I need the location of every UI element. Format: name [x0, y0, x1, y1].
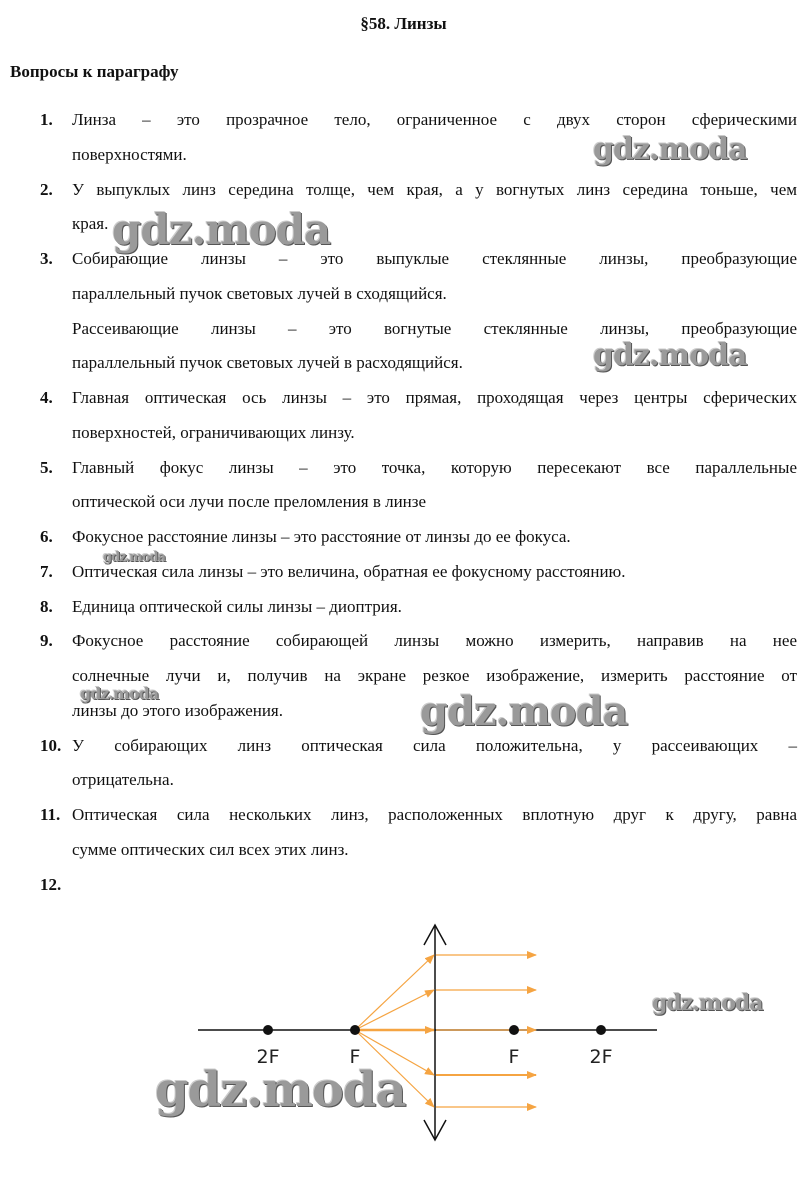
watermark: gdz.moda	[420, 688, 628, 735]
question-text-line: Фокусное расстояние линзы – это расстояние от линзы до ее фокуса.	[72, 527, 571, 546]
label-f-right: F	[508, 1046, 520, 1068]
question-text-line: поверхностей, ограничивающих линзу.	[72, 422, 355, 442]
question-text-line: Собирающие линзы – это выпуклые стеклянные линзы, преобразующие	[72, 249, 797, 268]
section-heading: Вопросы к параграфу	[10, 62, 179, 81]
question-text-line: параллельный пучок световых лучей в сходящийся.	[72, 283, 447, 303]
question-text-line: Оптическая сила линзы – это величина, обратная ее фокусному расстоянию.	[72, 561, 626, 581]
point-f-right	[509, 1025, 519, 1035]
label-f-left: F	[349, 1046, 361, 1068]
question-text-line: Фокусное расстояние собирающей линзы можно измерить, направив на нее	[72, 631, 797, 651]
question-text-line: отрицательна.	[72, 770, 174, 790]
question-number: 1.	[40, 110, 53, 129]
incident-ray	[355, 990, 434, 1030]
question-text-line: поверхностями.	[72, 144, 187, 164]
lens	[424, 925, 446, 1140]
question-number: 10.	[40, 735, 62, 755]
question-text-line: Главный фокус линзы – это точка, которую пересекают все параллельные	[72, 457, 797, 477]
question-number: 12.	[40, 874, 62, 894]
question-number: 9.	[40, 631, 53, 651]
question-text-line: Рассеивающие линзы – это вогнутые стеклянные линзы, преобразующие	[72, 318, 797, 338]
point-2f-left	[263, 1025, 273, 1035]
watermark: gdz.moda	[103, 550, 166, 565]
page-title: §58. Линзы	[360, 14, 447, 33]
label-2f-left: 2F	[256, 1046, 280, 1068]
question-text-line: сумме оптических сил всех этих линз.	[72, 839, 349, 859]
question-text-line: У выпуклых линз середина толще, чем края, а у вогнутых линз середина тоньше, чем	[72, 179, 797, 199]
question-text-line: линзы до этого изображения.	[72, 700, 284, 720]
question-number: 7.	[40, 561, 53, 581]
watermark: gdz.moda	[593, 132, 747, 167]
question-text-line: Линза – это прозрачное тело, ограниченное с двух сторон сферическими	[72, 110, 797, 129]
question-text-line: Оптическая сила нескольких линз, расположенных вплотную друг к другу, равна	[72, 805, 797, 824]
question-text-line: оптической оси лучи после преломления в линзе	[72, 492, 427, 512]
question-text-line: У собирающих линз оптическая сила положительна, у рассеивающих –	[72, 735, 797, 755]
question-text-line: солнечные лучи и, получив на экране резкое изображение, измерить расстояние от	[72, 666, 797, 685]
question-number: 4.	[40, 388, 53, 407]
question-text-line: края.	[72, 214, 109, 234]
watermark: gdz.moda	[112, 205, 331, 254]
label-2f-right: 2F	[589, 1046, 613, 1068]
question-number: 3.	[40, 249, 53, 268]
watermark: gdz.moda	[155, 1062, 406, 1118]
question-number: 11.	[40, 805, 61, 824]
question-number: 2.	[40, 179, 53, 199]
question-number: 5.	[40, 457, 53, 477]
question-number: 8.	[40, 596, 53, 616]
watermark: gdz.moda	[593, 338, 747, 373]
question-text-line: Главная оптическая ось линзы – это прямая, проходящая через центры сферических	[72, 388, 797, 407]
question-text-line: параллельный пучок световых лучей в расходящийся.	[72, 353, 463, 373]
incident-ray	[355, 955, 434, 1030]
question-text-line: Единица оптической силы линзы – диоптрия.	[72, 596, 402, 616]
question-number: 6.	[40, 527, 53, 546]
point-f-left	[350, 1025, 360, 1035]
watermark: gdz.moda	[80, 684, 159, 703]
watermark: gdz.moda	[652, 990, 763, 1016]
point-2f-right	[596, 1025, 606, 1035]
